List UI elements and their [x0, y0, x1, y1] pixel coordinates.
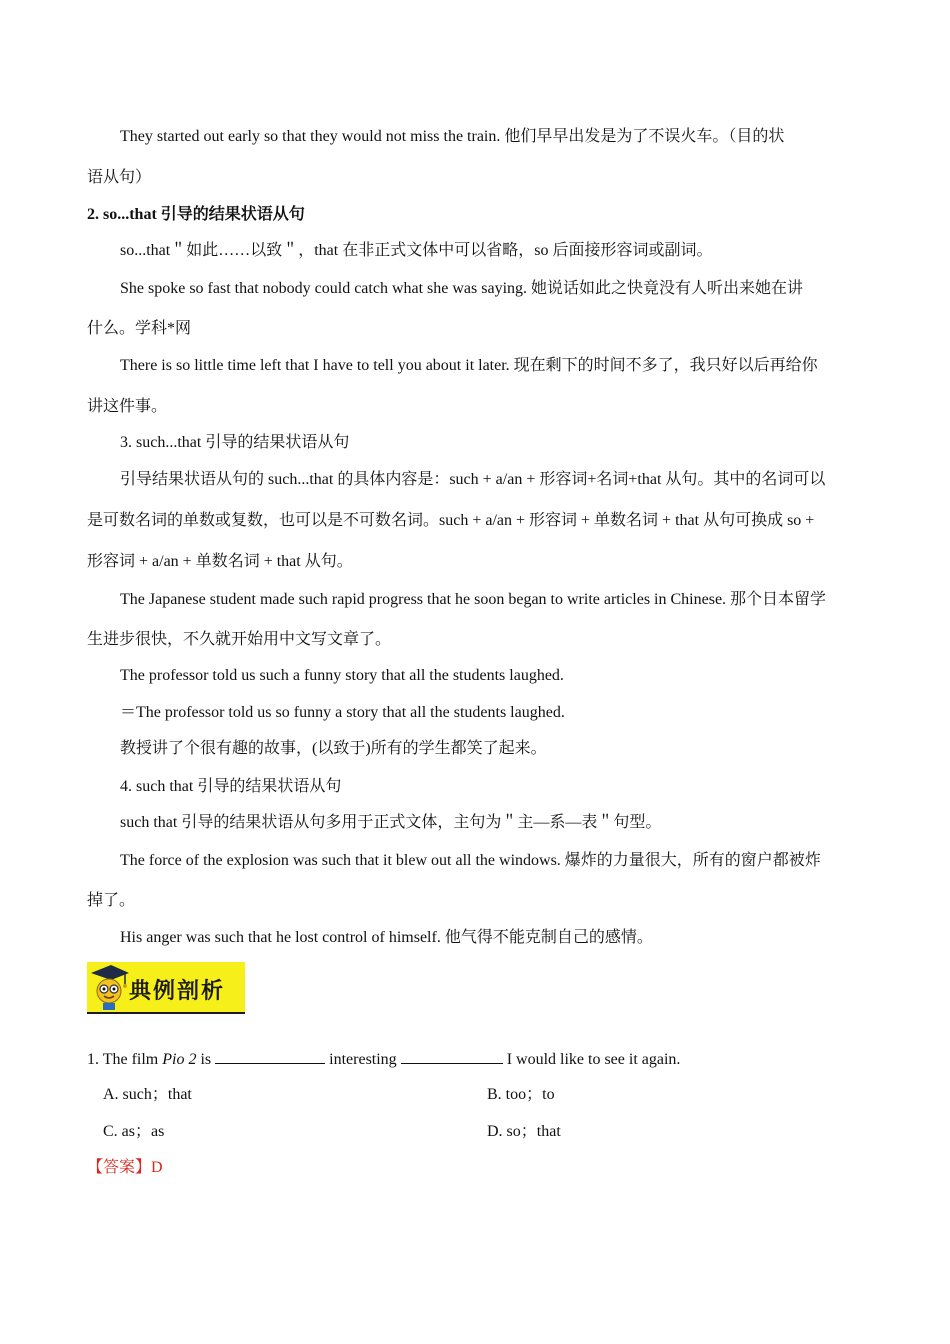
such-that-intro-cont-1: 是可数名词的单数或复数，也可以是不可数名词。such + a/an + 形容词 + 单数名词 + that 从句可换成 so +: [87, 512, 815, 529]
so-that-example-1: She spoke so fast that nobody could catch what she was saying. 她说话如此之快竟没有人听出来她在讲: [120, 280, 804, 297]
question-1: [87, 1047, 680, 1071]
section-heading-so-that: 2. so...that 引导的结果状语从句: [87, 206, 305, 223]
option-d[interactable]: D. so；that: [487, 1123, 561, 1140]
question-is: is: [196, 1051, 216, 1068]
question-prefix: 1. The film: [87, 1051, 163, 1068]
film-title: Pio 2: [162, 1051, 197, 1068]
such-that-intro: 引导结果状语从句的 such...that 的具体内容是：such + a/an + 形容词+名词+that 从句。其中的名词可以: [120, 471, 826, 488]
typical-examples-banner: [87, 962, 245, 1014]
paragraph-purpose-example: They started out early so that they would not miss the train. 他们早早出发是为了不误火车。（目的状: [120, 128, 785, 145]
question-mid: interesting: [325, 1051, 401, 1068]
option-a[interactable]: A. such；that: [103, 1086, 192, 1103]
answer-blank-1[interactable]: [215, 1047, 325, 1064]
so-that-example-1-cont: 什么。学科*网: [87, 320, 192, 337]
paragraph-purpose-example-cont: 语从句）: [87, 169, 152, 186]
section-heading-such-that: 3. such...that 引导的结果状语从句: [120, 434, 350, 451]
such-that-example-4: 教授讲了个很有趣的故事，(以致于)所有的学生都笑了起来。: [120, 740, 547, 757]
option-c[interactable]: C. as；as: [103, 1123, 165, 1140]
answer-label: 【答案】: [87, 1159, 152, 1176]
section-heading-such-that-formal: 4. such that 引导的结果状语从句: [120, 778, 342, 795]
such-that-example-2: The professor told us such a funny story that all the students laughed.: [120, 667, 564, 684]
such-that-example-1: The Japanese student made such rapid progress that he soon began to write articles in Chinese. 那个日本留学: [120, 591, 827, 608]
scholar-mascot-icon: [87, 963, 131, 1011]
banner-title: 典例剖析: [129, 978, 226, 1004]
answer-blank-2[interactable]: [401, 1047, 503, 1064]
such-that-formal-example-1-cont: 掉了。: [87, 892, 136, 909]
answer-value: D: [151, 1159, 163, 1176]
such-that-formal-example-1: The force of the explosion was such that it blew out all the windows. 爆炸的力量很大，所有的窗户都被炸: [120, 852, 821, 869]
answer-line: [87, 1157, 163, 1179]
so-that-example-2-cont: 讲这件事。: [87, 398, 168, 415]
so-that-example-2: There is so little time left that I have to tell you about it later. 现在剩下的时间不多了，我只好以后再给你: [120, 357, 818, 374]
so-that-intro: so...that＂如此……以致＂，that 在非正式文体中可以省略，so 后面接形容词或副词。: [120, 242, 713, 259]
option-b[interactable]: B. too；to: [487, 1086, 555, 1103]
such-that-example-1-cont: 生进步很快，不久就开始用中文写文章了。: [87, 631, 392, 648]
such-that-formal-example-2: His anger was such that he lost control of himself. 他气得不能克制自己的感情。: [120, 929, 653, 946]
question-suffix: I would like to see it again.: [502, 1051, 681, 1068]
such-that-example-3: ＝The professor told us so funny a story that all the students laughed.: [120, 704, 565, 721]
such-that-formal-intro: such that 引导的结果状语从句多用于正式文体，主句为＂主—系—表＂句型。: [120, 814, 662, 831]
such-that-intro-cont-2: 形容词 + a/an + 单数名词 + that 从句。: [87, 553, 353, 570]
